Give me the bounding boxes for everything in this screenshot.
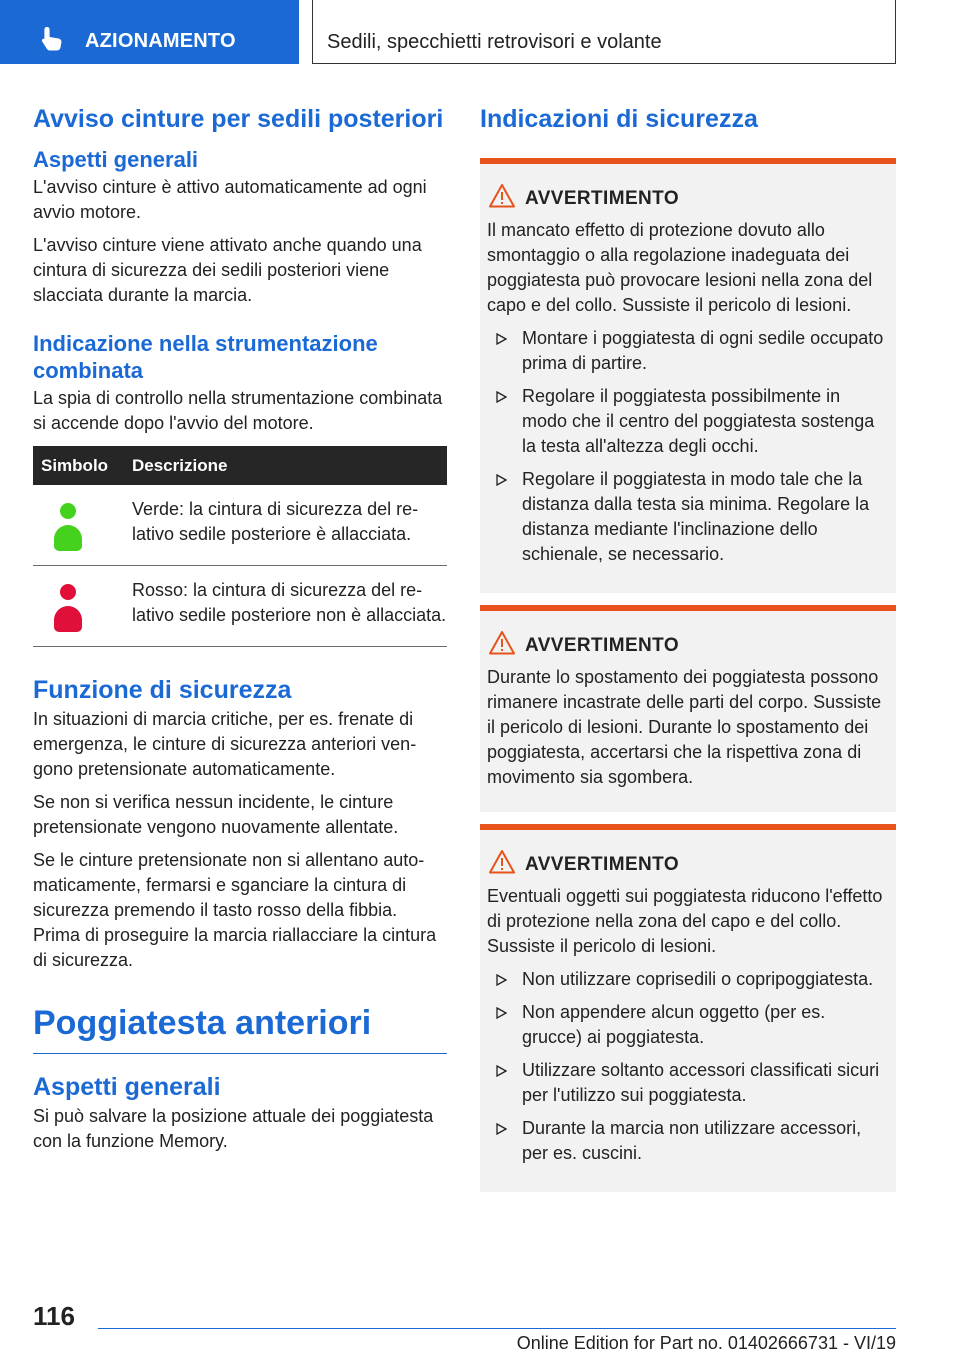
list-item [487, 384, 889, 459]
list-item-text: Montare i poggiatesta di ogni sedile occupato prima di partire. [522, 328, 884, 373]
symbol-table [33, 446, 447, 647]
table-header-symbol: Simbolo [33, 446, 132, 485]
warning-header [487, 633, 889, 661]
bullet-triangle-icon [496, 974, 507, 986]
table-cell-description: Verde: la cintura di sicurezza del relativo sedile posteriore è allacciata. [132, 485, 447, 566]
list-item-text: Non appendere alcun oggetto (per es. grucce) ai poggiatesta. [522, 1002, 826, 1047]
warning-label: AVVERTIMENTO [525, 635, 679, 656]
front-headrests-title: Poggiatesta anteriori [33, 1001, 447, 1054]
bullet-triangle-icon [496, 1007, 507, 1019]
list-item [487, 967, 889, 992]
section-tab-label: AZIONAMENTO [85, 30, 236, 52]
table-cell-symbol [33, 485, 132, 566]
safety-notes-title: Indicazioni di sicurezza [480, 105, 758, 133]
safety-paragraph-2: Se non si verifica nessun incidente, le cinture pretensionate vengono nuovamente allentate. [33, 792, 399, 837]
warning-box [480, 158, 896, 593]
cluster-paragraph: La spia di controllo nella strumentazione combinata si accende dopo l'avvio del motore. [33, 388, 443, 433]
list-item-text: Durante la marcia non utilizzare accessori, per es. cuscini. [522, 1118, 862, 1163]
breadcrumb [312, 0, 896, 64]
warning-text: Il mancato effetto di protezione dovuto allo smontaggio o alla regolazione inadeguata dei poggiatesta può provocare lesioni nella zona del capo e del collo. Sussiste il pericolo di lesioni. [487, 220, 873, 315]
list-item-text: Regolare il poggiatesta in modo tale che la distanza dalla testa sia minima. Regolare la distanza mediante l'inclinazione dello schienale, se necessario. [522, 469, 870, 564]
person-head [60, 584, 76, 600]
warning-box [480, 605, 896, 812]
headrest-general-heading: Aspetti generali [33, 1073, 221, 1101]
breadcrumb-label: Sedili, specchietti retrovisori e volante [327, 31, 662, 53]
general-paragraph-2: L'avviso cinture viene attivato anche quando una cintura di sicurezza dei sedili posteriori viene slacciata durante la marcia. [33, 235, 422, 305]
warning-triangle-icon [488, 849, 516, 875]
warning-box [480, 824, 896, 1192]
bullet-triangle-icon [496, 474, 507, 486]
table-row [33, 485, 447, 566]
warning-header [487, 852, 889, 880]
table-row [33, 566, 447, 647]
list-item [487, 1116, 889, 1166]
footer-divider [98, 1328, 896, 1329]
bullet-triangle-icon [496, 333, 507, 345]
safety-paragraph-3: Se le cinture pretensionate non si allentano automaticamente, fermarsi e sganciare la cintura di sicurezza premendo il tasto rosso della fibbia. Prima di proseguire la marcia riallacciare la cintura di sicurezza. [33, 850, 437, 970]
warning-label: AVVERTIMENTO [525, 188, 679, 209]
cluster-heading: Indicazione nella strumentazione combinata [33, 331, 378, 383]
hand-pointer-icon [40, 26, 66, 52]
green-person-icon [51, 503, 85, 551]
list-item [487, 1058, 889, 1108]
list-item [487, 467, 889, 567]
table-cell-symbol [33, 566, 132, 647]
list-item-text: Utilizzare soltanto accessori classificati sicuri per l'utilizzo sui poggiatesta. [522, 1060, 880, 1105]
person-head [60, 503, 76, 519]
list-item [487, 1000, 889, 1050]
person-body [54, 606, 82, 632]
table-header-description: Descrizione [132, 446, 447, 485]
warning-text: Durante lo spostamento dei poggiatesta possono rimanere incastrate delle parti del corpo. Sussiste il pericolo di lesioni. Durante lo spostamento dei poggiatesta, accertarsi che la rispettiva zona di movimento sia sgombera. [487, 667, 882, 787]
red-person-icon [51, 584, 85, 632]
right-column [480, 104, 896, 1204]
section-tab[interactable] [0, 0, 299, 64]
seatbelt-reminder-title: Avviso cinture per sedili posteriori [33, 105, 444, 133]
warning-header [487, 186, 889, 214]
warning-label: AVVERTIMENTO [525, 854, 679, 875]
bullet-triangle-icon [496, 391, 507, 403]
warning-triangle-icon [488, 630, 516, 656]
warning-list [487, 967, 889, 1166]
general-paragraph-1: L'avviso cinture è attivo automaticamente ad ogni avvio motore. [33, 177, 427, 222]
bullet-triangle-icon [496, 1065, 507, 1077]
list-item-text: Non utilizzare coprisedili o copripoggiatesta. [522, 969, 874, 989]
safety-function-heading: Funzione di sicurezza [33, 676, 292, 704]
list-item-text: Regolare il poggiatesta possibilmente in modo che il centro del poggiatesta sostenga la testa all'altezza degli occhi. [522, 386, 875, 456]
headrest-paragraph: Si può salvare la posizione attuale dei poggiatesta con la funzione Memory. [33, 1106, 434, 1151]
table-cell-description: Rosso: la cintura di sicurezza del relativo sedile posteriore non è allacciata. [132, 566, 447, 647]
left-column [33, 104, 447, 1162]
edition-note: Online Edition for Part no. 01402666731 - VI/19 [516, 1333, 896, 1353]
warning-text: Eventuali oggetti sui poggiatesta riducono l'effetto di protezione nella zona del capo e del collo. Sussiste il pericolo di lesioni. [487, 886, 883, 956]
warning-triangle-icon [488, 183, 516, 209]
general-heading: Aspetti generali [33, 147, 199, 172]
warning-list [487, 326, 889, 567]
bullet-triangle-icon [496, 1123, 507, 1135]
list-item [487, 326, 889, 376]
table-header-row [33, 446, 447, 485]
page-number: 116 [33, 1301, 75, 1331]
safety-paragraph-1: In situazioni di marcia critiche, per es. frenate di emergenza, le cinture di sicurezza anteriori vengono pretensionate automaticamente. [33, 709, 417, 779]
person-body [54, 525, 82, 551]
